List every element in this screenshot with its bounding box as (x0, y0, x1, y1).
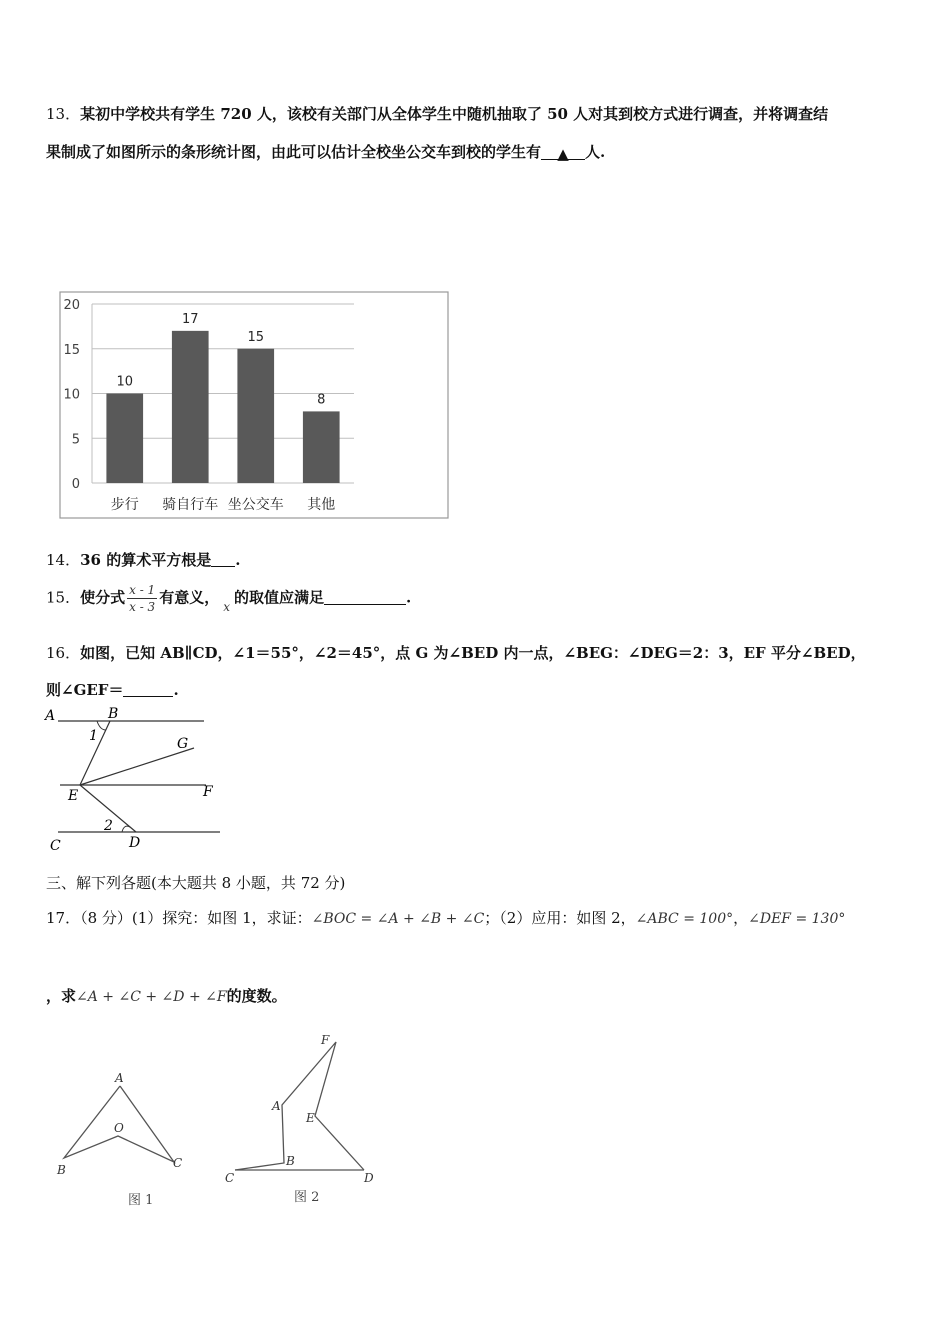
y-tick-label: 10 (63, 387, 80, 403)
fig2-caption: 图 2 (294, 1190, 320, 1205)
x-category-label: 其他 (307, 497, 336, 513)
q16-line2 (46, 679, 179, 700)
bar-value-label: 8 (317, 392, 326, 408)
label-g: G (177, 736, 189, 752)
angle-2-arc (122, 826, 130, 832)
fig1-label-c: C (173, 1156, 183, 1170)
bar-chart (50, 290, 450, 522)
bar (303, 411, 340, 483)
q16-text-2: 则∠GEF＝ (46, 681, 124, 699)
q14-end: . (235, 551, 241, 569)
q14-text: 36 的算术平方根是 (80, 551, 212, 569)
q17-part1: (1）探究：如图 1，求证： (131, 909, 312, 927)
label-d: D (129, 835, 141, 851)
fig2-label-c: C (225, 1171, 235, 1185)
q15-text-mid: 有意义， (159, 588, 220, 607)
q15-number: 15． (46, 588, 81, 607)
q16-line1 (46, 642, 866, 663)
q17-line2 (46, 985, 287, 1006)
q14-number: 14． (46, 551, 81, 569)
label-e: E (68, 788, 79, 804)
x-category-label: 坐公交车 (227, 497, 284, 513)
y-tick-label: 5 (71, 432, 80, 448)
q16-answer-blank (123, 682, 173, 697)
q16-figure (40, 704, 230, 856)
fig2-outline (235, 1042, 364, 1170)
label-angle-1: 1 (89, 728, 98, 744)
q17-formula3: ∠DEF = 130° (748, 911, 846, 927)
bar-value-label: 10 (116, 374, 134, 390)
y-tick-label: 15 (63, 342, 80, 358)
q15-variable: x (223, 599, 230, 614)
bar-value-label: 17 (181, 311, 199, 327)
y-tick-label: 20 (63, 298, 80, 313)
q16-number: 16． (46, 644, 81, 662)
fraction-numerator: x - 1 (129, 583, 156, 597)
q17-figure-2 (220, 1030, 390, 1210)
q13-answer-blank (541, 145, 585, 163)
label-angle-2: 2 (104, 818, 113, 834)
q17-comma: ， (733, 909, 749, 927)
fig1-label-o: O (114, 1121, 124, 1135)
q17-formula4: ∠A + ∠C + ∠D + ∠F (76, 989, 227, 1005)
q15-line (46, 582, 411, 615)
angle-1-arc (97, 721, 106, 730)
q16-text-1: 如图，已知 AB∥CD，∠1＝55°，∠2＝45°，点 G 为∠BED 内一点，∠BEG：∠DEG＝2：3，EF 平分∠BED， (80, 644, 866, 662)
fig2-label-a: A (272, 1099, 281, 1113)
q15-end: . (406, 588, 412, 607)
fraction-denominator: x - 3 (129, 600, 156, 614)
fig2-label-f: F (321, 1033, 330, 1047)
q14-line (46, 549, 240, 570)
fig2-label-b: B (286, 1154, 295, 1168)
label-c: C (50, 838, 61, 854)
q16-end: . (173, 681, 179, 699)
fig1-caption: 图 1 (128, 1193, 154, 1208)
x-category-label: 骑自行车 (162, 497, 219, 513)
q17-line2-pre: ，求 (46, 987, 77, 1005)
bar-value-label: 15 (247, 329, 265, 345)
q15-fraction (127, 582, 157, 615)
fig1-label-b: B (57, 1163, 66, 1177)
triangle-icon: ▲ (557, 145, 569, 163)
bar (106, 394, 143, 484)
q13-text-1: 某初中学校共有学生 720 人，该校有关部门从全体学生中随机抽取了 50 人对其到校方式进行调查，并将调查结 (80, 105, 829, 123)
q15-answer-blank (324, 590, 406, 605)
fig2-label-e: E (306, 1111, 315, 1125)
label-a: A (45, 708, 56, 724)
q14-answer-blank (211, 552, 235, 567)
q13-line1 (46, 103, 828, 124)
fig1-label-a: A (115, 1071, 124, 1085)
q17-line2-post: 的度数。 (226, 987, 287, 1005)
q15-text-post: 的取值应满足 (234, 588, 325, 607)
q17-number: 17． (46, 909, 81, 927)
q17-formula2: ∠ABC = 100° (635, 911, 734, 927)
bar (172, 331, 209, 483)
label-f: F (203, 784, 213, 800)
q15-text-pre: 使分式 (80, 588, 126, 607)
q17-formula1: ∠BOC = ∠A + ∠B + ∠C (311, 911, 485, 927)
section3-text: 三、解下列各题(本大题共 8 小题，共 72 分) (46, 874, 346, 892)
bar (237, 349, 274, 483)
segment-eg (80, 748, 194, 785)
q17-line1 (46, 907, 845, 928)
q13-text-2: 果制成了如图所示的条形统计图，由此可以估计全校坐公交车到校的学生有 (46, 143, 542, 161)
label-b: B (108, 706, 119, 722)
y-tick-label: 0 (71, 477, 80, 492)
q13-text-3: 人. (585, 143, 606, 161)
q17-sep: ；（2）应用：如图 2， (484, 909, 636, 927)
x-category-label: 步行 (110, 497, 139, 513)
q13-number: 13． (46, 105, 81, 123)
q17-score: （8 分） (80, 909, 132, 927)
section3-title (46, 872, 345, 893)
fig2-label-d: D (364, 1171, 374, 1185)
q13-line2 (46, 141, 605, 162)
q17-figure-1 (50, 1066, 200, 1216)
